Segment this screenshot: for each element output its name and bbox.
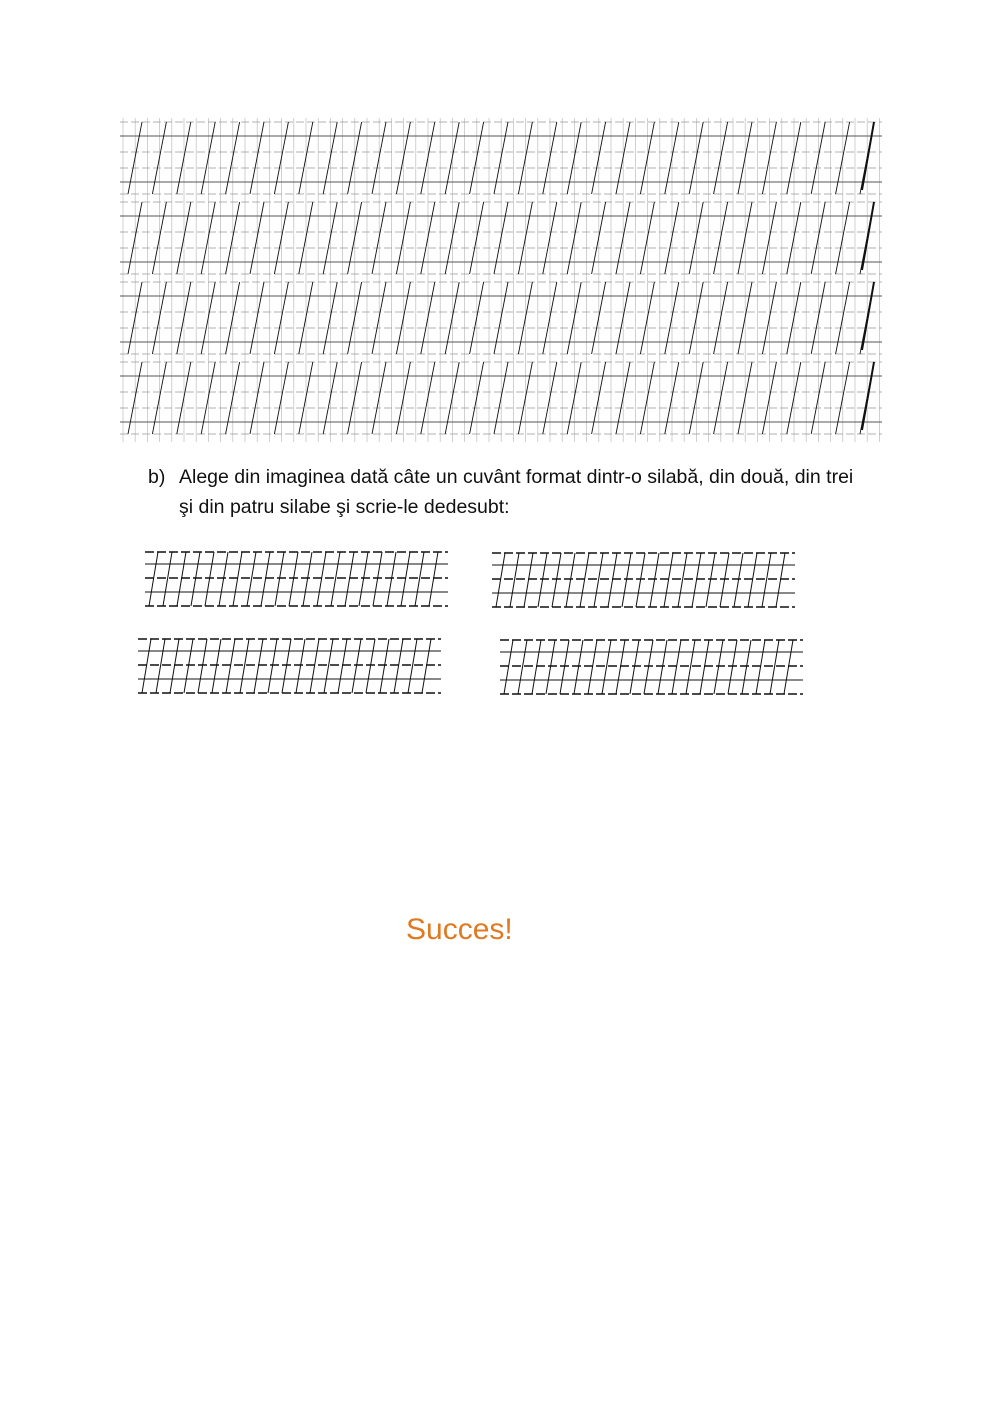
closing-message: Succes!: [406, 913, 513, 946]
answer-grid-four-syllables[interactable]: [498, 636, 808, 698]
answer-grid-three-syllables[interactable]: [136, 635, 446, 697]
exercise-b: [148, 462, 868, 522]
handwriting-practice-grid: [120, 118, 882, 442]
answer-grid-one-syllable[interactable]: [143, 548, 453, 610]
exercise-marker: b): [148, 466, 166, 488]
answer-grid-two-syllables[interactable]: [490, 549, 800, 611]
exercise-instruction: Alege din imaginea dată câte un cuvânt format dintr-o silabă, din două, din trei şi din patru silabe şi scrie-le dedesubt:: [179, 466, 854, 518]
